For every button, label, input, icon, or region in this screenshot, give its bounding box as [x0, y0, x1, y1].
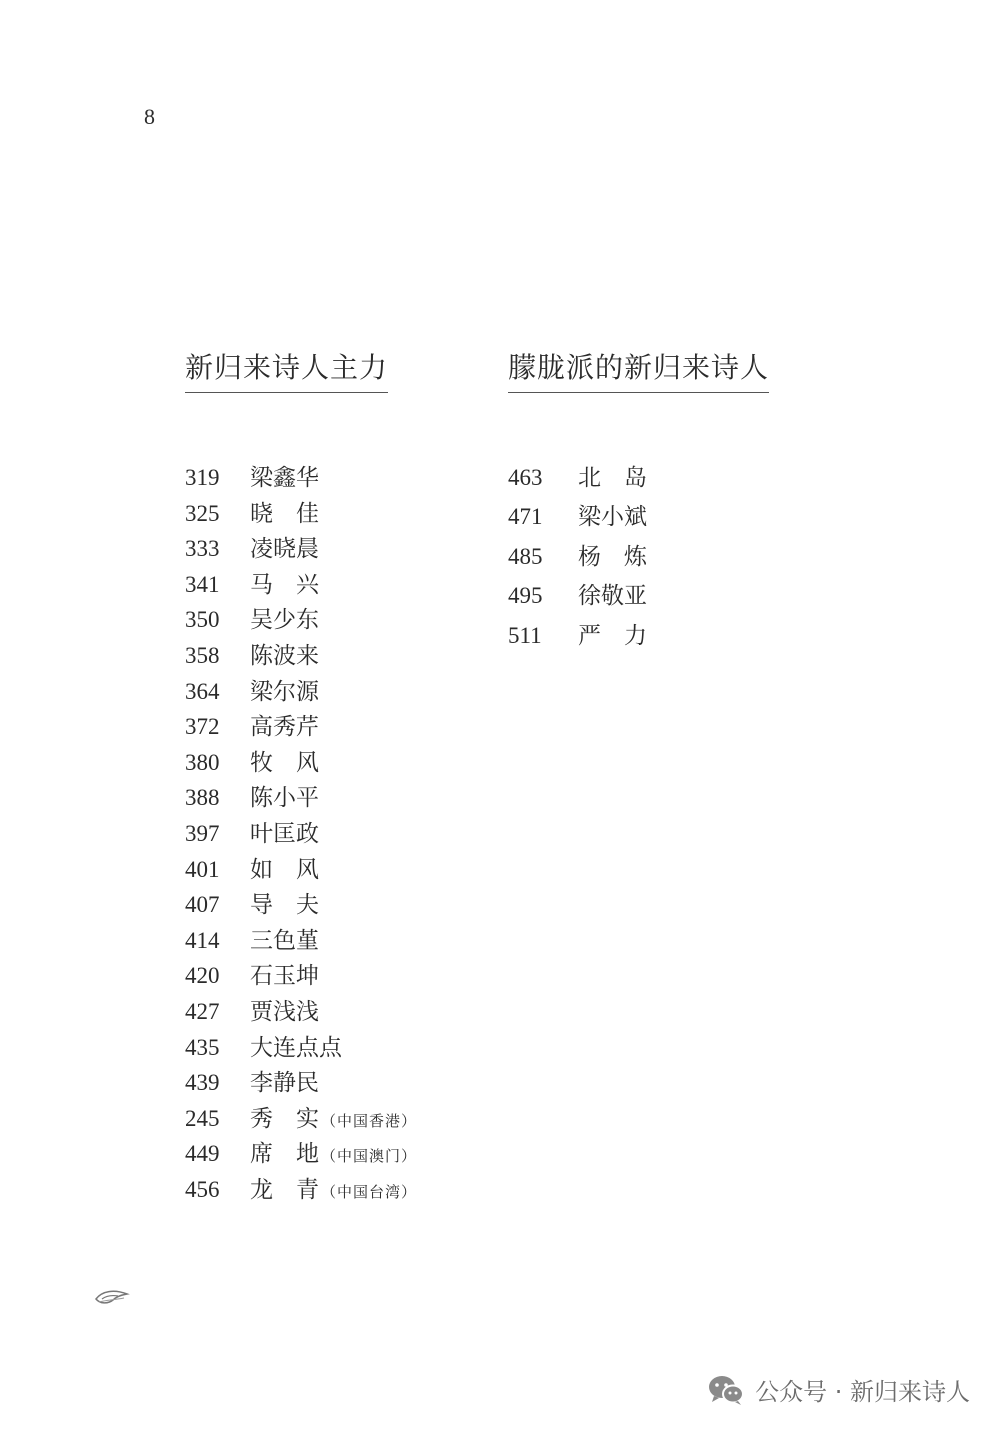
- toc-entry: [185, 957, 417, 993]
- toc-page-number: 439: [185, 1070, 220, 1096]
- toc-poet-name: 叶匡政: [250, 820, 319, 847]
- toc-page-number: 319: [185, 465, 220, 490]
- toc-entry: [185, 1171, 417, 1207]
- toc-poet-name: 大连点点: [250, 1034, 342, 1061]
- toc-page-number: 456: [185, 1176, 220, 1202]
- toc-entry: [185, 851, 417, 887]
- watermark-text: 公众号 · 新归来诗人: [755, 1378, 970, 1406]
- toc-page-number: 511: [508, 622, 542, 648]
- toc-entry: [508, 577, 769, 616]
- toc-poet-name: 龙 青: [250, 1176, 319, 1203]
- page-number: 8: [144, 104, 155, 129]
- toc-list: [185, 459, 417, 1206]
- toc-entry: [185, 1135, 417, 1171]
- toc-poet-name: 梁尔源: [250, 678, 319, 705]
- toc-poet-name: 梁小斌: [578, 504, 647, 531]
- toc-poet-name: 杨 炼: [578, 543, 647, 570]
- toc-page-number: 401: [185, 856, 220, 882]
- toc-entry: [185, 530, 417, 566]
- toc-page-number: 495: [508, 583, 543, 609]
- toc-poet-name: 牧 风: [250, 749, 319, 776]
- toc-page-number: 341: [185, 571, 220, 597]
- toc-entry: [185, 886, 417, 922]
- wechat-icon: [707, 1373, 745, 1407]
- toc-region-note: （中国香港）: [321, 1111, 418, 1130]
- toc-entry: [185, 1064, 417, 1100]
- toc-page-number: 471: [508, 504, 543, 530]
- watermark: [707, 1372, 970, 1407]
- toc-entry: [185, 459, 417, 495]
- section-title: 朦胧派的新归来诗人: [508, 346, 769, 393]
- toc-page-number: 388: [185, 785, 220, 811]
- toc-poet-name: 吴少东: [250, 607, 319, 634]
- section-title: 新归来诗人主力: [185, 346, 388, 393]
- toc-poet-name: 导 夫: [250, 892, 319, 919]
- toc-entry: [185, 815, 417, 851]
- toc-poet-name: 李静民: [250, 1070, 319, 1097]
- toc-poet-name: 秀 实: [250, 1105, 319, 1132]
- toc-poet-name: 陈波来: [250, 642, 319, 669]
- toc-entry: [185, 1100, 417, 1136]
- toc-entry: [185, 708, 417, 744]
- toc-page-number: 420: [185, 963, 220, 989]
- section-main-poets: [185, 346, 417, 1206]
- toc-poet-name: 晓 佳: [250, 500, 319, 527]
- publisher-logo-mark-icon: [94, 1287, 130, 1307]
- toc-page-number: 407: [185, 892, 220, 918]
- toc-poet-name: 席 地: [250, 1141, 319, 1168]
- toc-list: [508, 459, 769, 656]
- toc-poet-name: 马 兴: [250, 571, 319, 598]
- toc-region-note: （中国台湾）: [321, 1182, 418, 1201]
- toc-page-number: 333: [185, 536, 220, 562]
- toc-page-number: 350: [185, 607, 220, 633]
- toc-entry: [185, 495, 417, 531]
- toc-entry: [185, 744, 417, 780]
- toc-page-number: 372: [185, 714, 220, 740]
- toc-poet-name: 高秀芹: [250, 714, 319, 741]
- section-misty-poets: [508, 346, 769, 656]
- toc-entry: [185, 779, 417, 815]
- toc-entry: [508, 538, 769, 577]
- toc-poet-name: 徐敬亚: [578, 583, 647, 610]
- toc-poet-name: 石玉坤: [250, 963, 319, 990]
- toc-poet-name: 贾浅浅: [250, 998, 319, 1025]
- toc-poet-name: 陈小平: [250, 785, 319, 812]
- toc-page-number: 358: [185, 642, 220, 668]
- toc-page-number: 245: [185, 1105, 220, 1131]
- toc-page-number: 325: [185, 500, 220, 526]
- toc-poet-name: 三色堇: [250, 927, 319, 954]
- toc-entry: [185, 637, 417, 673]
- toc-poet-name: 凌晓晨: [250, 536, 319, 563]
- toc-page-number: 449: [185, 1141, 220, 1167]
- toc-page-number: 380: [185, 749, 220, 775]
- toc-poet-name: 如 风: [250, 856, 319, 883]
- toc-entry: [508, 498, 769, 537]
- toc-page-number: 414: [185, 927, 220, 953]
- toc-entry: [185, 922, 417, 958]
- toc-entry: [185, 993, 417, 1029]
- toc-page-number: 364: [185, 678, 220, 704]
- toc-page-number: 463: [508, 465, 543, 490]
- toc-entry: [185, 566, 417, 602]
- toc-page-number: 435: [185, 1034, 220, 1060]
- toc-entry: [185, 1029, 417, 1065]
- toc-page-number: 427: [185, 998, 220, 1024]
- toc-region-note: （中国澳门）: [321, 1147, 418, 1166]
- toc-entry: [185, 601, 417, 637]
- toc-poet-name: 严 力: [578, 622, 647, 649]
- toc-page-number: 397: [185, 820, 220, 846]
- toc-entry: [185, 673, 417, 709]
- toc-entry: [508, 617, 769, 656]
- toc-entry: [508, 459, 769, 498]
- toc-poet-name: 梁鑫华: [250, 465, 319, 491]
- toc-poet-name: 北 岛: [578, 465, 647, 491]
- toc-page-number: 485: [508, 543, 543, 569]
